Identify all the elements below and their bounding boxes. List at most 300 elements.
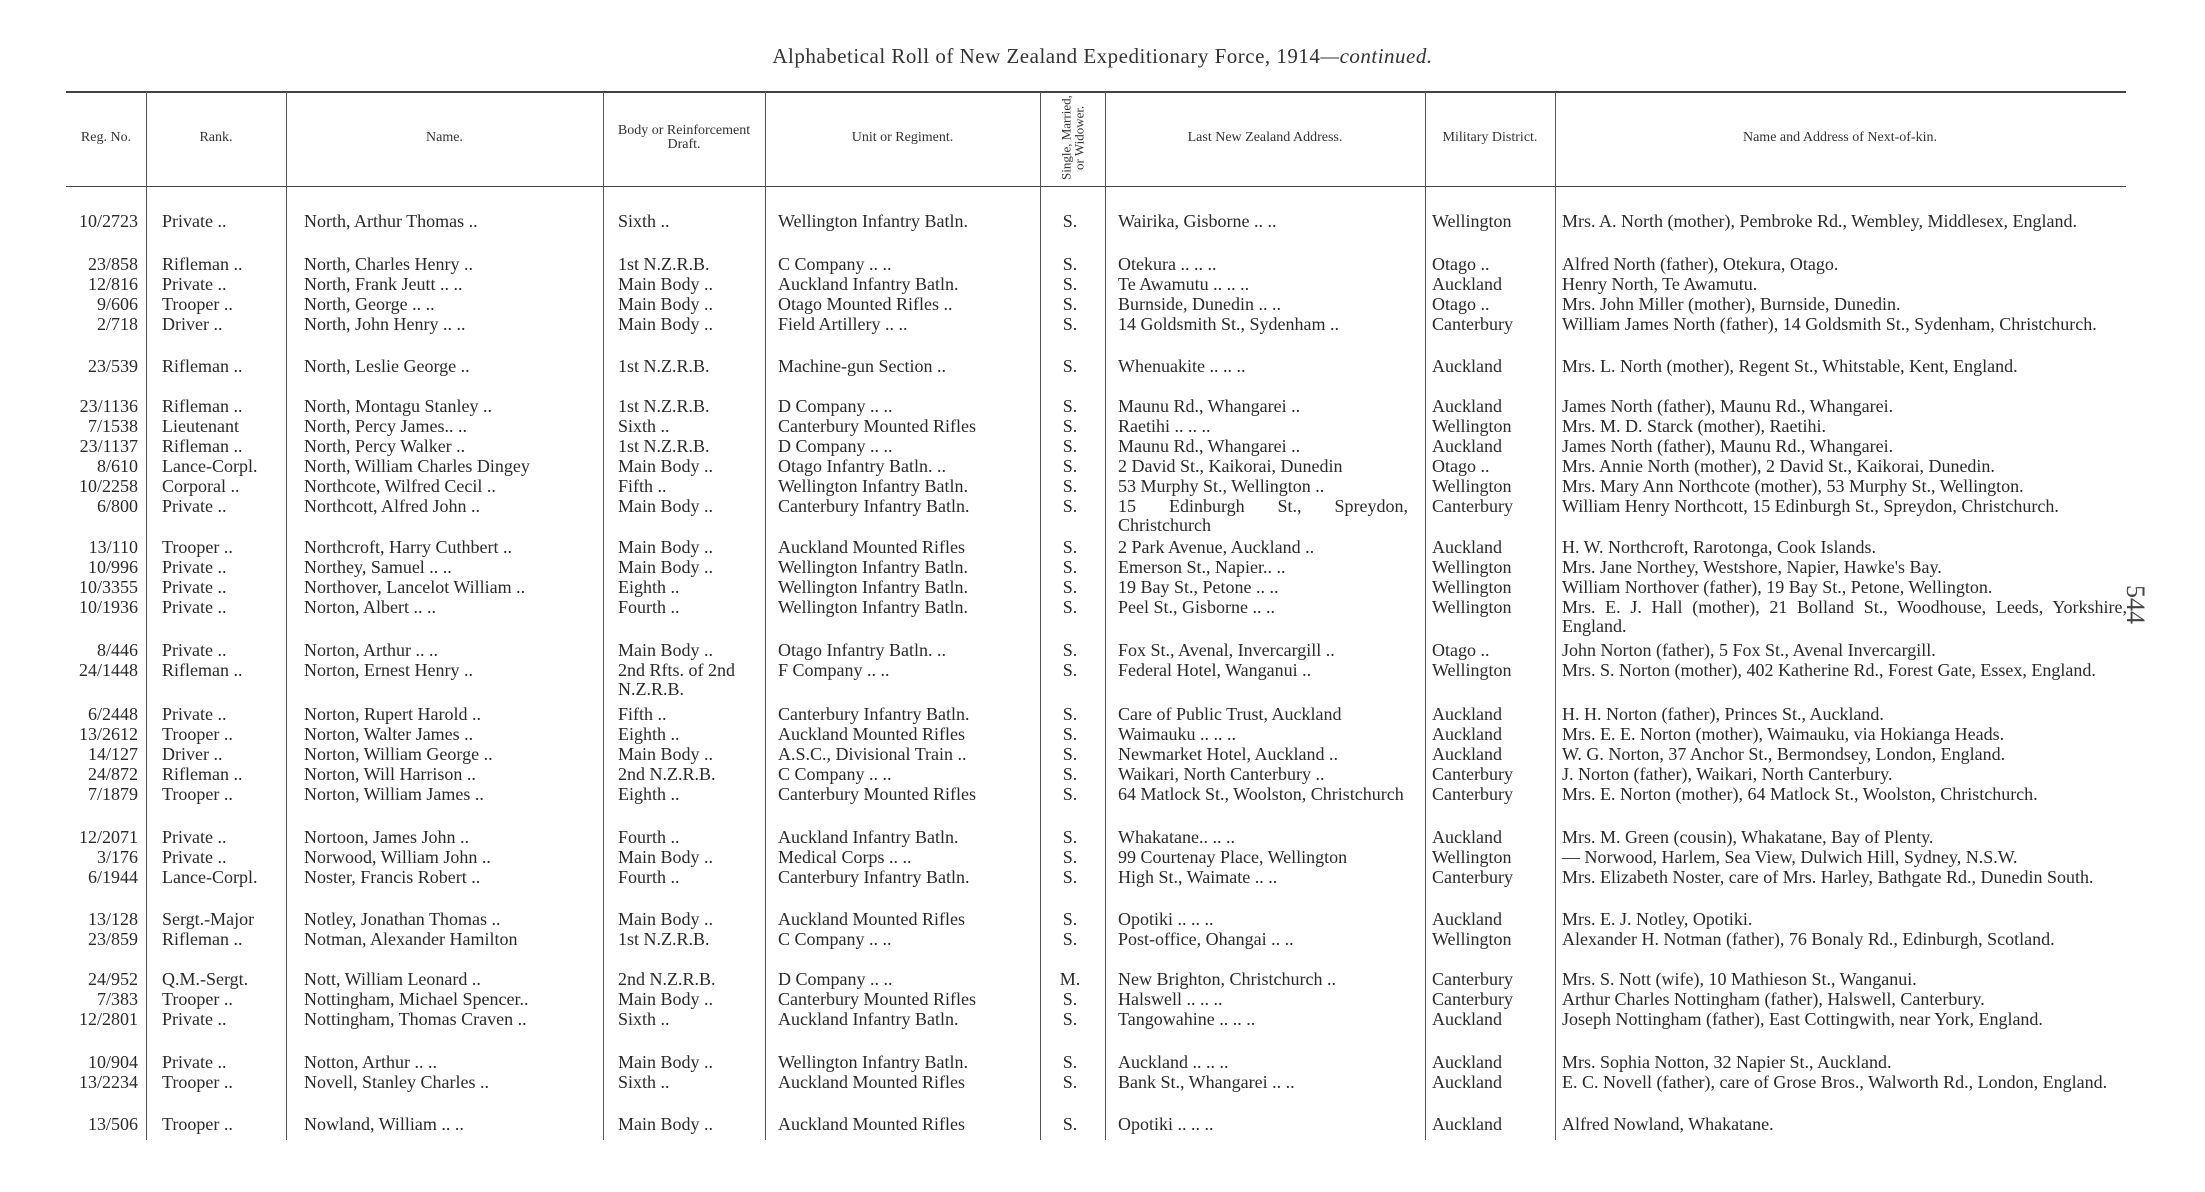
cell-body-draft: Main Body .. bbox=[618, 1052, 714, 1072]
cell-unit: Auckland Mounted Rifles bbox=[778, 1072, 965, 1092]
cell-body-draft: Main Body .. bbox=[618, 314, 714, 334]
cell-rank: Private .. bbox=[162, 557, 227, 577]
cell-name: Northcote, Wilfred Cecil .. bbox=[304, 476, 496, 496]
cell-body-draft: Eighth .. bbox=[618, 577, 680, 597]
cell-rank: Trooper .. bbox=[162, 784, 233, 804]
cell-rank: Private .. bbox=[162, 640, 227, 660]
cell-military-district: Canterbury bbox=[1432, 784, 1513, 804]
cell-military-district: Auckland bbox=[1432, 1072, 1502, 1092]
col-divider bbox=[1040, 92, 1041, 1140]
cell-body-draft: Main Body .. bbox=[618, 909, 714, 929]
cell-reg-no: 10/1936 bbox=[78, 597, 138, 617]
cell-next-of-kin: Alexander H. Notman (father), 76 Bonaly Rd., Edinburgh, Scotland. bbox=[1562, 929, 2055, 949]
cell-unit: Canterbury Mounted Rifles bbox=[778, 416, 976, 436]
cell-marital-status: S. bbox=[1062, 314, 1078, 334]
cell-unit: Canterbury Mounted Rifles bbox=[778, 784, 976, 804]
cell-reg-no: 6/800 bbox=[96, 496, 138, 516]
cell-unit: Auckland Mounted Rifles bbox=[778, 909, 965, 929]
header-status: Single, Married, or Widower. bbox=[1058, 95, 1087, 181]
cell-unit: F Company .. .. bbox=[778, 660, 890, 680]
cell-reg-no: 8/610 bbox=[96, 456, 138, 476]
cell-marital-status: S. bbox=[1062, 597, 1078, 617]
cell-marital-status: S. bbox=[1062, 929, 1078, 949]
cell-body-draft: Eighth .. bbox=[618, 784, 680, 804]
cell-name: Norton, Will Harrison .. bbox=[304, 764, 476, 784]
cell-rank: Trooper .. bbox=[162, 294, 233, 314]
cell-rank: Trooper .. bbox=[162, 1072, 233, 1092]
cell-address: Auckland .. .. .. bbox=[1118, 1052, 1229, 1072]
cell-military-district: Auckland bbox=[1432, 1052, 1502, 1072]
cell-body-draft: Fourth .. bbox=[618, 827, 680, 847]
title-main: Alphabetical Roll of New Zealand Expeditionary Force, 1914 bbox=[772, 44, 1321, 68]
cell-reg-no: 6/2448 bbox=[87, 704, 138, 724]
cell-name: Nott, William Leonard .. bbox=[304, 969, 481, 989]
cell-reg-no: 2/718 bbox=[96, 314, 138, 334]
cell-next-of-kin: Alfred North (father), Otekura, Otago. bbox=[1562, 254, 1839, 274]
cell-address: Raetihi .. .. .. bbox=[1118, 416, 1211, 436]
cell-next-of-kin: — Norwood, Harlem, Sea View, Dulwich Hill, Sydney, N.S.W. bbox=[1562, 847, 2018, 867]
cell-body-draft: Sixth .. bbox=[618, 1009, 670, 1029]
cell-unit: Wellington Infantry Batln. bbox=[778, 577, 969, 597]
cell-address: Halswell .. .. .. bbox=[1118, 989, 1223, 1009]
cell-body-draft: 2nd N.Z.R.B. bbox=[618, 969, 716, 989]
cell-marital-status: S. bbox=[1062, 356, 1078, 376]
cell-unit: Canterbury Infantry Batln. bbox=[778, 867, 970, 887]
cell-military-district: Wellington bbox=[1432, 416, 1512, 436]
cell-unit: D Company .. .. bbox=[778, 969, 893, 989]
cell-rank: Sergt.-Major bbox=[162, 909, 255, 929]
cell-marital-status: S. bbox=[1062, 476, 1078, 496]
cell-address: 14 Goldsmith St., Sydenham .. bbox=[1118, 314, 1340, 334]
cell-name: Nottingham, Michael Spencer.. bbox=[304, 989, 529, 1009]
cell-military-district: Canterbury bbox=[1432, 969, 1513, 989]
header-bottom-rule bbox=[66, 186, 2126, 187]
cell-marital-status: S. bbox=[1062, 827, 1078, 847]
cell-body-draft: Fourth .. bbox=[618, 867, 680, 887]
cell-unit: Auckland Mounted Rifles bbox=[778, 724, 965, 744]
cell-unit: D Company .. .. bbox=[778, 396, 893, 416]
cell-unit: Otago Mounted Rifles .. bbox=[778, 294, 953, 314]
cell-military-district: Canterbury bbox=[1432, 314, 1513, 334]
cell-marital-status: S. bbox=[1062, 724, 1078, 744]
cell-unit: Wellington Infantry Batln. bbox=[778, 557, 969, 577]
cell-name: Northover, Lancelot William .. bbox=[304, 577, 526, 597]
cell-body-draft: 1st N.Z.R.B. bbox=[618, 356, 710, 376]
cell-military-district: Wellington bbox=[1432, 211, 1512, 231]
col-divider bbox=[146, 92, 147, 1140]
cell-name: Norton, William George .. bbox=[304, 744, 493, 764]
title-continued: —continued. bbox=[1320, 44, 1433, 68]
cell-rank: Lance-Corpl. bbox=[162, 867, 258, 887]
cell-rank: Trooper .. bbox=[162, 724, 233, 744]
cell-address: Opotiki .. .. .. bbox=[1118, 909, 1214, 929]
cell-rank: Private .. bbox=[162, 847, 227, 867]
cell-next-of-kin: Mrs. M. Green (cousin), Whakatane, Bay of Plenty. bbox=[1562, 827, 1934, 847]
cell-next-of-kin: Arthur Charles Nottingham (father), Halswell, Canterbury. bbox=[1562, 989, 1985, 1009]
cell-unit: Otago Infantry Batln. .. bbox=[778, 456, 946, 476]
cell-next-of-kin: J. Norton (father), Waikari, North Canterbury. bbox=[1562, 764, 1893, 784]
cell-body-draft: Main Body .. bbox=[618, 496, 714, 516]
cell-address: Te Awamutu .. .. .. bbox=[1118, 274, 1250, 294]
cell-next-of-kin: W. G. Norton, 37 Anchor St., Bermondsey, London, England. bbox=[1562, 744, 2006, 764]
cell-reg-no: 23/1136 bbox=[79, 396, 138, 416]
cell-next-of-kin: Mrs. E. J. Notley, Opotiki. bbox=[1562, 909, 1753, 929]
cell-name: Nottingham, Thomas Craven .. bbox=[304, 1009, 527, 1029]
cell-reg-no: 13/506 bbox=[87, 1114, 138, 1134]
cell-marital-status: S. bbox=[1062, 537, 1078, 557]
cell-reg-no: 10/996 bbox=[87, 557, 138, 577]
cell-next-of-kin: Mrs. Jane Northey, Westshore, Napier, Hawke's Bay. bbox=[1562, 557, 1942, 577]
col-divider bbox=[1555, 92, 1556, 1140]
cell-next-of-kin: Mrs. Elizabeth Noster, care of Mrs. Harley, Bathgate Rd., Dunedin South. bbox=[1562, 867, 2094, 887]
cell-address: Care of Public Trust, Auckland bbox=[1118, 704, 1342, 724]
header-address: Last New Zealand Address. bbox=[1187, 130, 1343, 145]
cell-rank: Lieutenant bbox=[162, 416, 239, 436]
cell-military-district: Otago .. bbox=[1432, 640, 1490, 660]
cell-address: Bank St., Whangarei .. .. bbox=[1118, 1072, 1295, 1092]
cell-rank: Private .. bbox=[162, 704, 227, 724]
cell-rank: Corporal .. bbox=[162, 476, 240, 496]
cell-rank: Rifleman .. bbox=[162, 929, 243, 949]
cell-marital-status: S. bbox=[1062, 744, 1078, 764]
cell-rank: Rifleman .. bbox=[162, 356, 243, 376]
header-name: Name. bbox=[426, 130, 463, 145]
cell-rank: Private .. bbox=[162, 211, 227, 231]
cell-name: Northcott, Alfred John .. bbox=[304, 496, 480, 516]
cell-reg-no: 12/816 bbox=[87, 274, 138, 294]
cell-next-of-kin: Mrs. E. E. Norton (mother), Waimauku, via Hokianga Heads. bbox=[1562, 724, 2005, 744]
cell-name: Norton, Ernest Henry .. bbox=[304, 660, 473, 680]
cell-name: North, Percy James.. .. bbox=[304, 416, 467, 436]
cell-marital-status: S. bbox=[1062, 1052, 1078, 1072]
col-divider bbox=[765, 92, 766, 1140]
cell-body-draft: Main Body .. bbox=[618, 537, 714, 557]
cell-next-of-kin: William Henry Northcott, 15 Edinburgh St., Spreydon, Christchurch. bbox=[1562, 496, 2059, 516]
cell-name: North, Montagu Stanley .. bbox=[304, 396, 492, 416]
cell-military-district: Auckland bbox=[1432, 744, 1502, 764]
cell-next-of-kin: James North (father), Maunu Rd., Whangarei. bbox=[1562, 396, 1894, 416]
cell-name: North, Frank Jeutt .. .. bbox=[304, 274, 463, 294]
cell-rank: Lance-Corpl. bbox=[162, 456, 258, 476]
cell-name: Nortoon, James John .. bbox=[304, 827, 469, 847]
cell-body-draft: 1st N.Z.R.B. bbox=[618, 436, 710, 456]
cell-military-district: Wellington bbox=[1432, 577, 1512, 597]
cell-unit: C Company .. .. bbox=[778, 929, 892, 949]
cell-address: Burnside, Dunedin .. .. bbox=[1118, 294, 1281, 314]
cell-body-draft: 2nd Rfts. of 2nd N.Z.R.B. bbox=[618, 660, 735, 699]
cell-rank: Private .. bbox=[162, 274, 227, 294]
cell-reg-no: 23/1137 bbox=[79, 436, 138, 456]
cell-name: Noster, Francis Robert .. bbox=[304, 867, 481, 887]
cell-address: 99 Courtenay Place, Wellington bbox=[1118, 847, 1348, 867]
cell-next-of-kin: James North (father), Maunu Rd., Whangarei. bbox=[1562, 436, 1894, 456]
cell-rank: Rifleman .. bbox=[162, 396, 243, 416]
cell-rank: Rifleman .. bbox=[162, 254, 243, 274]
header-next-of-kin: Name and Address of Next-of-kin. bbox=[1742, 130, 1937, 145]
cell-next-of-kin: William Northover (father), 19 Bay St., Petone, Wellington. bbox=[1562, 577, 1993, 597]
cell-marital-status: S. bbox=[1062, 784, 1078, 804]
cell-unit: D Company .. .. bbox=[778, 436, 893, 456]
cell-reg-no: 13/2612 bbox=[78, 724, 138, 744]
cell-body-draft: Fifth .. bbox=[618, 704, 667, 724]
cell-unit: Medical Corps .. .. bbox=[778, 847, 912, 867]
cell-marital-status: M. bbox=[1059, 969, 1081, 989]
cell-marital-status: S. bbox=[1062, 1114, 1078, 1134]
cell-military-district: Wellington bbox=[1432, 847, 1512, 867]
cell-reg-no: 7/1879 bbox=[87, 784, 138, 804]
cell-body-draft: Fourth .. bbox=[618, 597, 680, 617]
cell-name: Notley, Jonathan Thomas .. bbox=[304, 909, 501, 929]
cell-address: 2 David St., Kaikorai, Dunedin bbox=[1118, 456, 1343, 476]
header-reg-no: Reg. No. bbox=[80, 130, 132, 145]
cell-address: 15 Edinburgh St., Spreydon, Christchurch bbox=[1118, 496, 1408, 535]
cell-military-district: Wellington bbox=[1432, 557, 1512, 577]
cell-next-of-kin: H. H. Norton (father), Princes St., Auckland. bbox=[1562, 704, 1884, 724]
header-rank: Rank. bbox=[199, 130, 233, 145]
cell-military-district: Canterbury bbox=[1432, 764, 1513, 784]
cell-next-of-kin: Mrs. E. Norton (mother), 64 Matlock St., Woolston, Christchurch. bbox=[1562, 784, 2038, 804]
cell-military-district: Otago .. bbox=[1432, 294, 1490, 314]
cell-next-of-kin: Henry North, Te Awamutu. bbox=[1562, 274, 1758, 294]
cell-reg-no: 6/1944 bbox=[87, 867, 138, 887]
cell-body-draft: Sixth .. bbox=[618, 1072, 670, 1092]
cell-military-district: Wellington bbox=[1432, 929, 1512, 949]
cell-name: Norton, Rupert Harold .. bbox=[304, 704, 481, 724]
cell-name: North, William Charles Dingey bbox=[304, 456, 530, 476]
cell-unit: Auckland Mounted Rifles bbox=[778, 537, 965, 557]
cell-body-draft: Sixth .. bbox=[618, 416, 670, 436]
cell-marital-status: S. bbox=[1062, 909, 1078, 929]
cell-rank: Trooper .. bbox=[162, 537, 233, 557]
cell-name: Northey, Samuel .. .. bbox=[304, 557, 452, 577]
cell-marital-status: S. bbox=[1062, 660, 1078, 680]
cell-rank: Private .. bbox=[162, 1009, 227, 1029]
cell-rank: Rifleman .. bbox=[162, 660, 243, 680]
cell-marital-status: S. bbox=[1062, 496, 1078, 516]
cell-next-of-kin: Mrs. Annie North (mother), 2 David St., Kaikorai, Dunedin. bbox=[1562, 456, 1995, 476]
col-divider bbox=[603, 92, 604, 1140]
cell-unit: Otago Infantry Batln. .. bbox=[778, 640, 946, 660]
cell-rank: Q.M.-Sergt. bbox=[162, 969, 249, 989]
cell-next-of-kin: John Norton (father), 5 Fox St., Avenal Invercargill. bbox=[1562, 640, 1936, 660]
cell-unit: Field Artillery .. .. bbox=[778, 314, 908, 334]
cell-rank: Driver .. bbox=[162, 314, 223, 334]
cell-unit: Auckland Infantry Batln. bbox=[778, 1009, 959, 1029]
cell-address: Waikari, North Canterbury .. bbox=[1118, 764, 1325, 784]
cell-reg-no: 10/2258 bbox=[78, 476, 138, 496]
cell-address: Whakatane.. .. .. bbox=[1118, 827, 1235, 847]
page-title bbox=[0, 44, 2205, 69]
cell-address: Maunu Rd., Whangarei .. bbox=[1118, 396, 1301, 416]
cell-reg-no: 12/2071 bbox=[78, 827, 138, 847]
cell-marital-status: S. bbox=[1062, 989, 1078, 1009]
cell-unit: Auckland Infantry Batln. bbox=[778, 827, 959, 847]
cell-name: Nowland, William .. .. bbox=[304, 1114, 464, 1134]
cell-next-of-kin: Joseph Nottingham (father), East Cottingwith, near York, England. bbox=[1562, 1009, 2043, 1029]
cell-military-district: Otago .. bbox=[1432, 254, 1490, 274]
cell-marital-status: S. bbox=[1062, 1072, 1078, 1092]
cell-next-of-kin: Mrs. M. D. Starck (mother), Raetihi. bbox=[1562, 416, 1826, 436]
header-district: Military District. bbox=[1442, 130, 1538, 145]
cell-military-district: Auckland bbox=[1432, 827, 1502, 847]
cell-marital-status: S. bbox=[1062, 1009, 1078, 1029]
cell-marital-status: S. bbox=[1062, 274, 1078, 294]
cell-military-district: Auckland bbox=[1432, 537, 1502, 557]
cell-next-of-kin: Mrs. E. J. Hall (mother), 21 Bolland St., Woodhouse, Leeds, Yorkshire, England. bbox=[1562, 597, 2127, 636]
cell-body-draft: Eighth .. bbox=[618, 724, 680, 744]
cell-rank: Private .. bbox=[162, 496, 227, 516]
cell-name: Northcroft, Harry Cuthbert .. bbox=[304, 537, 512, 557]
cell-reg-no: 8/446 bbox=[96, 640, 138, 660]
cell-military-district: Canterbury bbox=[1432, 867, 1513, 887]
cell-next-of-kin: Mrs. A. North (mother), Pembroke Rd., Wembley, Middlesex, England. bbox=[1562, 211, 2077, 231]
cell-reg-no: 13/128 bbox=[87, 909, 138, 929]
cell-address: Newmarket Hotel, Auckland .. bbox=[1118, 744, 1338, 764]
header-body-draft: Body or Reinforcement Draft. bbox=[617, 123, 751, 152]
cell-marital-status: S. bbox=[1062, 557, 1078, 577]
cell-military-district: Auckland bbox=[1432, 356, 1502, 376]
cell-name: Norton, Arthur .. .. bbox=[304, 640, 438, 660]
cell-name: North, George .. .. bbox=[304, 294, 435, 314]
cell-military-district: Auckland bbox=[1432, 396, 1502, 416]
cell-reg-no: 12/2801 bbox=[78, 1009, 138, 1029]
cell-reg-no: 14/127 bbox=[87, 744, 138, 764]
cell-military-district: Auckland bbox=[1432, 1114, 1502, 1134]
cell-rank: Rifleman .. bbox=[162, 436, 243, 456]
cell-reg-no: 10/3355 bbox=[78, 577, 138, 597]
cell-address: Opotiki .. .. .. bbox=[1118, 1114, 1214, 1134]
cell-military-district: Auckland bbox=[1432, 274, 1502, 294]
cell-unit: C Company .. .. bbox=[778, 764, 892, 784]
cell-rank: Private .. bbox=[162, 577, 227, 597]
cell-body-draft: Main Body .. bbox=[618, 1114, 714, 1134]
cell-military-district: Canterbury bbox=[1432, 496, 1513, 516]
cell-military-district: Auckland bbox=[1432, 1009, 1502, 1029]
cell-address: Post-office, Ohangai .. .. bbox=[1118, 929, 1294, 949]
cell-reg-no: 10/904 bbox=[87, 1052, 138, 1072]
header-unit: Unit or Regiment. bbox=[851, 130, 954, 145]
cell-military-district: Wellington bbox=[1432, 476, 1512, 496]
cell-address: Federal Hotel, Wanganui .. bbox=[1118, 660, 1312, 680]
cell-rank: Rifleman .. bbox=[162, 764, 243, 784]
cell-military-district: Otago .. bbox=[1432, 456, 1490, 476]
cell-military-district: Canterbury bbox=[1432, 989, 1513, 1009]
cell-marital-status: S. bbox=[1062, 254, 1078, 274]
cell-name: North, Arthur Thomas .. bbox=[304, 211, 478, 231]
cell-body-draft: 1st N.Z.R.B. bbox=[618, 396, 710, 416]
cell-address: Emerson St., Napier.. .. bbox=[1118, 557, 1286, 577]
cell-unit: Canterbury Infantry Batln. bbox=[778, 496, 970, 516]
cell-address: 19 Bay St., Petone .. .. bbox=[1118, 577, 1279, 597]
cell-body-draft: 1st N.Z.R.B. bbox=[618, 929, 710, 949]
cell-reg-no: 3/176 bbox=[96, 847, 138, 867]
cell-unit: Auckland Mounted Rifles bbox=[778, 1114, 965, 1134]
cell-name: Norton, Albert .. .. bbox=[304, 597, 436, 617]
cell-unit: A.S.C., Divisional Train .. bbox=[778, 744, 967, 764]
cell-unit: Auckland Infantry Batln. bbox=[778, 274, 959, 294]
cell-address: 64 Matlock St., Woolston, Christchurch bbox=[1118, 784, 1404, 804]
cell-next-of-kin: Mrs. L. North (mother), Regent St., Whitstable, Kent, England. bbox=[1562, 356, 2018, 376]
cell-military-district: Auckland bbox=[1432, 909, 1502, 929]
cell-marital-status: S. bbox=[1062, 396, 1078, 416]
cell-military-district: Auckland bbox=[1432, 436, 1502, 456]
cell-unit: C Company .. .. bbox=[778, 254, 892, 274]
cell-marital-status: S. bbox=[1062, 704, 1078, 724]
cell-name: Norwood, William John .. bbox=[304, 847, 491, 867]
cell-name: North, Leslie George .. bbox=[304, 356, 470, 376]
page-number: 544 bbox=[2121, 585, 2150, 624]
cell-marital-status: S. bbox=[1062, 416, 1078, 436]
cell-name: Notman, Alexander Hamilton bbox=[304, 929, 518, 949]
cell-reg-no: 13/110 bbox=[88, 537, 138, 557]
cell-body-draft: Main Body .. bbox=[618, 640, 714, 660]
cell-body-draft: Main Body .. bbox=[618, 557, 714, 577]
cell-address: Tangowahine .. .. .. bbox=[1118, 1009, 1256, 1029]
cell-reg-no: 24/1448 bbox=[78, 660, 138, 680]
cell-unit: Canterbury Infantry Batln. bbox=[778, 704, 970, 724]
cell-body-draft: Main Body .. bbox=[618, 274, 714, 294]
cell-unit: Wellington Infantry Batln. bbox=[778, 1052, 969, 1072]
cell-reg-no: 23/539 bbox=[87, 356, 138, 376]
cell-reg-no: 24/872 bbox=[87, 764, 138, 784]
cell-name: Norton, William James .. bbox=[304, 784, 484, 804]
cell-next-of-kin: Mrs. S. Nott (wife), 10 Mathieson St., Wanganui. bbox=[1562, 969, 1917, 989]
cell-next-of-kin: H. W. Northcroft, Rarotonga, Cook Islands. bbox=[1562, 537, 1876, 557]
cell-address: Waimauku .. .. .. bbox=[1118, 724, 1237, 744]
cell-next-of-kin: Alfred Nowland, Whakatane. bbox=[1562, 1114, 1774, 1134]
cell-name: Norton, Walter James .. bbox=[304, 724, 474, 744]
col-divider bbox=[1425, 92, 1426, 1140]
cell-body-draft: Main Body .. bbox=[618, 294, 714, 314]
cell-unit: Canterbury Mounted Rifles bbox=[778, 989, 976, 1009]
cell-unit: Machine-gun Section .. bbox=[778, 356, 946, 376]
cell-marital-status: S. bbox=[1062, 294, 1078, 314]
cell-military-district: Auckland bbox=[1432, 724, 1502, 744]
cell-body-draft: Main Body .. bbox=[618, 989, 714, 1009]
cell-next-of-kin: E. C. Novell (father), care of Grose Bros., Walworth Rd., London, England. bbox=[1562, 1072, 2108, 1092]
cell-marital-status: S. bbox=[1062, 847, 1078, 867]
cell-next-of-kin: William James North (father), 14 Goldsmith St., Sydenham, Christchurch. bbox=[1562, 314, 2097, 334]
cell-unit: Wellington Infantry Batln. bbox=[778, 597, 969, 617]
col-divider bbox=[1105, 92, 1106, 1140]
cell-body-draft: Main Body .. bbox=[618, 847, 714, 867]
cell-name: Notton, Arthur .. .. bbox=[304, 1052, 437, 1072]
cell-body-draft: Main Body .. bbox=[618, 744, 714, 764]
cell-marital-status: S. bbox=[1062, 640, 1078, 660]
cell-rank: Trooper .. bbox=[162, 989, 233, 1009]
cell-reg-no: 7/1538 bbox=[87, 416, 138, 436]
cell-address: Whenuakite .. .. .. bbox=[1118, 356, 1246, 376]
cell-rank: Trooper .. bbox=[162, 1114, 233, 1134]
cell-unit: Wellington Infantry Batln. bbox=[778, 211, 969, 231]
cell-body-draft: Main Body .. bbox=[618, 456, 714, 476]
cell-body-draft: 1st N.Z.R.B. bbox=[618, 254, 710, 274]
cell-military-district: Auckland bbox=[1432, 704, 1502, 724]
cell-reg-no: 13/2234 bbox=[78, 1072, 138, 1092]
cell-address: Wairika, Gisborne .. .. bbox=[1118, 211, 1277, 231]
cell-address: Otekura .. .. .. bbox=[1118, 254, 1217, 274]
cell-name: North, Percy Walker .. bbox=[304, 436, 466, 456]
cell-address: New Brighton, Christchurch .. bbox=[1118, 969, 1336, 989]
cell-address: 2 Park Avenue, Auckland .. bbox=[1118, 537, 1315, 557]
cell-body-draft: Fifth .. bbox=[618, 476, 667, 496]
cell-next-of-kin: Mrs. Mary Ann Northcote (mother), 53 Murphy St., Wellington. bbox=[1562, 476, 2024, 496]
cell-marital-status: S. bbox=[1062, 577, 1078, 597]
cell-military-district: Wellington bbox=[1432, 660, 1512, 680]
cell-next-of-kin: Mrs. S. Norton (mother), 402 Katherine Rd., Forest Gate, Essex, England. bbox=[1562, 660, 2096, 680]
cell-rank: Private .. bbox=[162, 597, 227, 617]
cell-marital-status: S. bbox=[1062, 867, 1078, 887]
